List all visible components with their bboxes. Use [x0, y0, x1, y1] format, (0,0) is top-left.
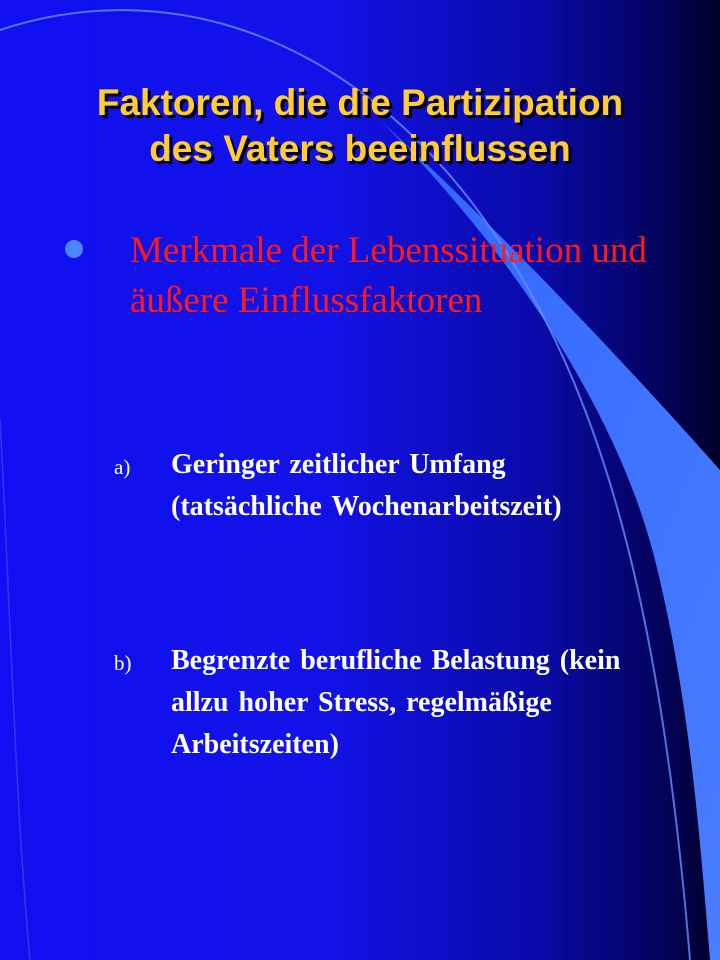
list-marker-a: a) [114, 455, 131, 479]
bullet-icon [65, 240, 83, 258]
list-item-text-b: Begrenzte berufliche Belastung (kein allzu hoher Stress, regelmäßige Arbeitszeiten) [171, 645, 621, 760]
list-item-text-a: Geringer zeitlicher Umfang (tatsächliche Wochenarbeitszeit) [171, 449, 562, 522]
swoosh-left-line [0, 420, 30, 960]
title-line-2: des Vaters beeinflussen [149, 128, 571, 169]
list-item-a [114, 444, 634, 528]
list-item-b [114, 640, 634, 766]
list-marker-b: b) [114, 651, 132, 675]
slide-title [20, 80, 700, 172]
main-bullet-point: Merkmale der Lebenssituation und äußere Einflussfaktoren [130, 230, 647, 321]
title-line-1: Faktoren, die die Partizipation [96, 82, 624, 123]
